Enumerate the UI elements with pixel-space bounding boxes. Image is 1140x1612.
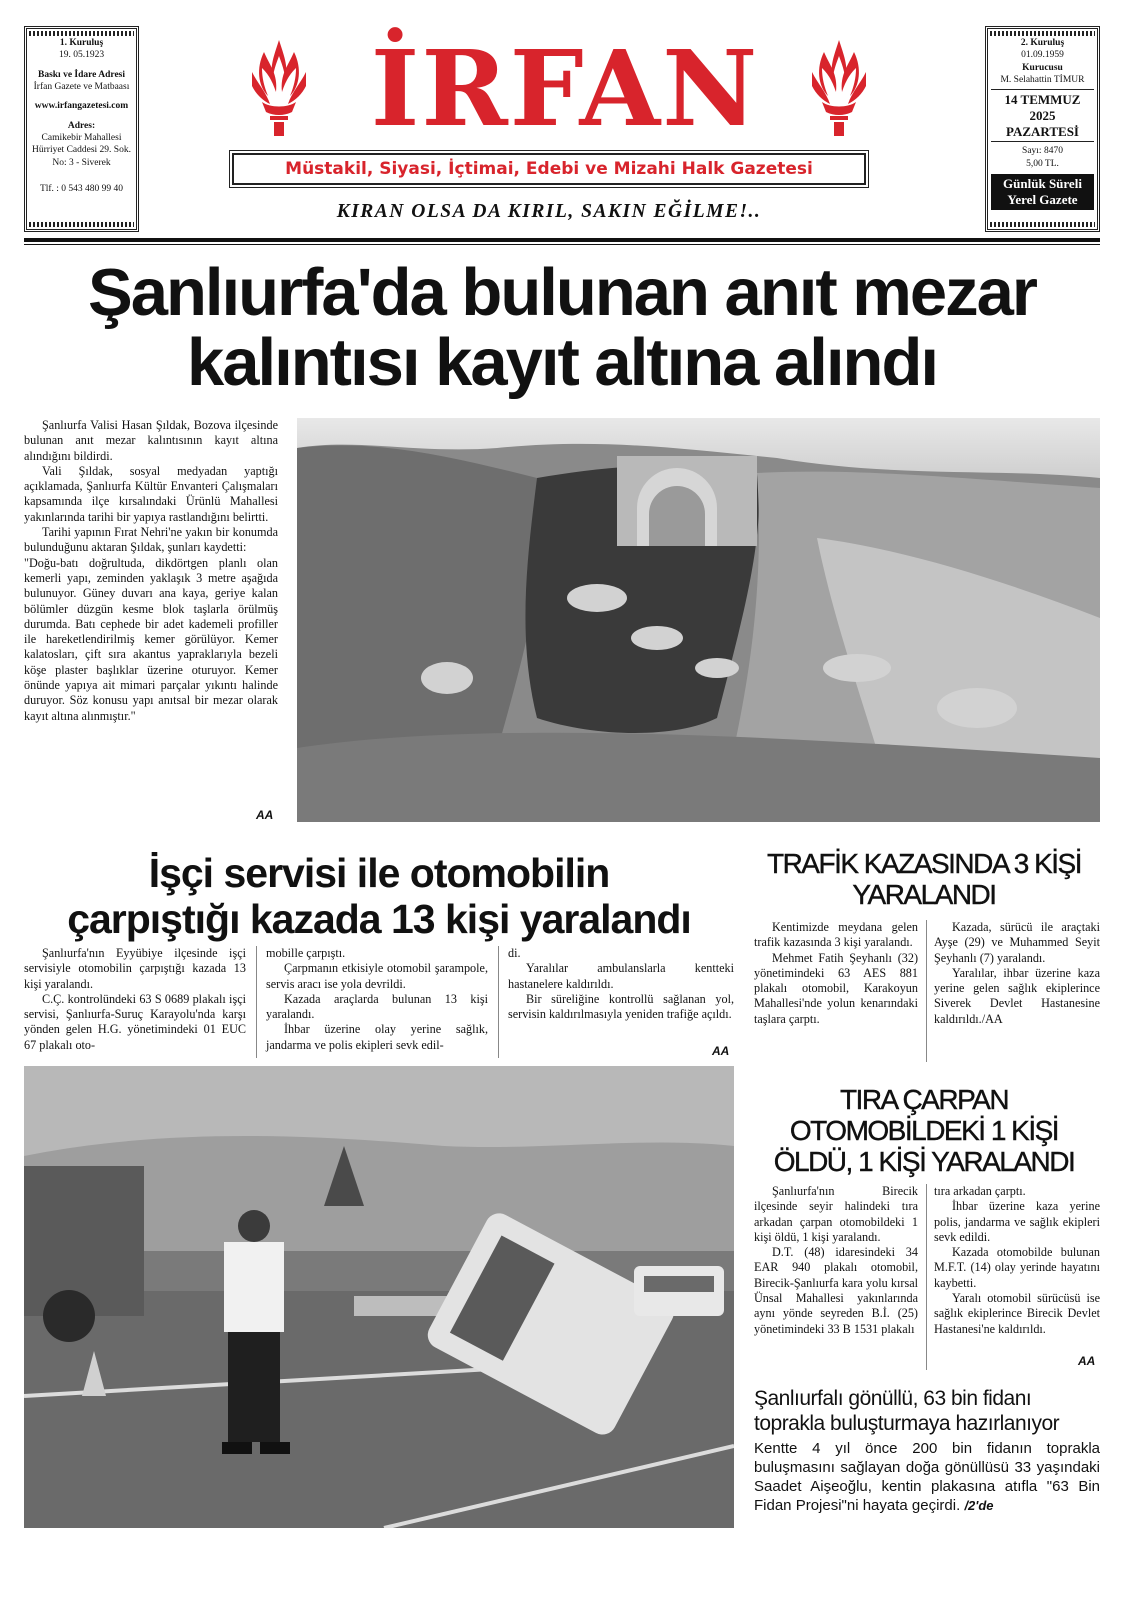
- address-label: Adres:: [67, 120, 96, 131]
- source-credit: AA: [712, 1044, 730, 1058]
- address-line: Hürriyet Caddesi 29. Sok.: [32, 145, 131, 156]
- tira-story-col-1: [754, 1184, 918, 1337]
- paragraph: mobille çarpıştı.: [266, 946, 346, 960]
- paragraph: İhbar üzerine kaza yerine polis, jandarma ve sağlık ekipleri sevk edildi.: [934, 1199, 1100, 1244]
- main-story-text: [24, 418, 278, 724]
- paragraph: Kazada otomobilde bulunan M.F.T. (14) olay yerinde hayatını kaybetti.: [934, 1245, 1100, 1290]
- founding-label: 1. Kuruluş: [59, 38, 104, 48]
- paragraph: "Doğu-batı doğrultuda, dikdörtgen planlı olan kemerli yapı, zeminden yaklaşık 3 metre aşağıda bulunuyor. Güney duvarı ana kaya, geriye kalan bölümler düzgün kesme blok taşlarla örülmüş durumda. Batı cephede bir adet kademeli profiller ile hareketlendirilmiş kemer görülüyor. Kemer kalatosları, çift sıra akantus yapraklarıyla bezeli köşe plaster başlıklar üzerine oturuyor. Kemer önünde yapıya ait mimari parçalar yıkıntı halinde duruyor. Söz konusu yapı anıtsal bir mezar olarak kayıt altına alınmıştır.": [24, 555, 278, 723]
- founding-date: 01.09.1959: [1021, 50, 1064, 61]
- paragraph: Kentimizde meydana gelen trafik kazasında 3 kişi yaralandı.: [754, 920, 918, 950]
- founder-label: Kurucusu: [1022, 62, 1063, 73]
- paragraph: C.Ç. kontrolündeki 63 S 0689 plakalı işçi servisi, Şanlıurfa-Suruç Karayolu'nda karşı yönden gelen H.G. yönetimindeki 01 EUC 67 plakalı oto-: [24, 991, 246, 1052]
- left-info-box: [24, 26, 139, 232]
- paragraph: Bir süreliğine kontrollü sağlanan yol, servisin kaldırılmasıyla yeniden trafiğe açıldı.: [508, 991, 734, 1022]
- paragraph: Vali Şıldak, sosyal medyadan yaptığı açıklamada, Şanlıurfa Kültür Envanteri Çalışmaları kapsamında ilçe kırsalındaki Ürünlü Mahallesi yakınlarında tarihi bir yapıya rastlandığını belirtti.: [24, 463, 278, 524]
- right-info-box: [985, 26, 1100, 232]
- publication-type: Günlük Süreli Yerel Gazete: [991, 174, 1094, 211]
- bus-story-col-1: [24, 946, 246, 1053]
- founder-name: M. Selahattin TİMUR: [1000, 75, 1085, 86]
- bus-accident-photo: [24, 1066, 734, 1528]
- newspaper-motto: KIRAN OLSA DA KIRIL, SAKIN EĞİLME!..: [336, 201, 762, 222]
- office-value: İrfan Gazete ve Matbaası: [33, 82, 130, 93]
- paragraph: Şanlıurfa Valisi Hasan Şıldak, Bozova ilçesinde bulunan anıt mezar kalıntısının kayıt altına alındığını bildirdi.: [24, 418, 278, 463]
- trafik-story-col-1: [754, 920, 918, 1027]
- paragraph: di.: [508, 946, 521, 960]
- fidan-story-text: [754, 1439, 1100, 1515]
- fidan-headline[interactable]: Şanlıurfalı gönüllü, 63 bin fidanı toprakla buluşturmaya hazırlanıyor: [754, 1387, 1060, 1435]
- trafik-headline[interactable]: TRAFİK KAZASINDA 3 KİŞİ YARALANDI: [766, 848, 1082, 910]
- column-divider: [498, 946, 499, 1058]
- newspaper-tagline: Müstakil, Siyasi, İçtimai, Edebi ve Mizahi Halk Gazetesi: [232, 153, 866, 185]
- torch-flame-icon: [808, 38, 870, 138]
- issue-date: 14 TEMMUZ 2025 PAZARTESİ: [991, 89, 1094, 142]
- paragraph: Kazada araçlarda bulunan 13 kişi yaralandı.: [266, 991, 488, 1022]
- main-headline[interactable]: Şanlıurfa'da bulunan anıt mezar kalıntısı kayıt altına alındı: [88, 255, 1036, 400]
- founding-date: 19. 05.1923: [58, 50, 105, 61]
- paragraph: İhbar üzerine olay yerine sağlık, jandarma ve polis ekipleri sevk edil-: [266, 1022, 488, 1052]
- column-divider: [926, 920, 927, 1062]
- source-credit: AA: [1078, 1354, 1096, 1368]
- tira-story-col-2: [934, 1184, 1100, 1337]
- continued-page-link[interactable]: /2'de: [964, 1498, 994, 1513]
- paragraph: Kentte 4 yıl önce 200 bin fidanın toprakla buluşmasını sağlayan doğa gönüllüsü 33 yaşındaki Saadet Aişeoğlu, kentin plakasına atıfla "63 Bin Fidan Projesi"ni hayata geçirdi.: [754, 1440, 1100, 1514]
- website-link[interactable]: www.irfangazetesi.com: [34, 101, 129, 112]
- tomb-ruins-photo: [297, 418, 1100, 822]
- paragraph: Çarpmanın etkisiyle otomobil şarampole, servis aracı ise yola devrildi.: [266, 961, 488, 991]
- paragraph: Mehmet Fatih Şeyhanlı (32) yönetimindeki 63 AES 881 plakalı otomobil, Karakoyun Mahallesi'nde yolun kenarındaki taşlara çarptı.: [754, 950, 918, 1026]
- torch-flame-icon: [248, 38, 310, 138]
- paragraph: Yaralılar, ihbar üzerine kaza yerine gelen sağlık ekiplerince Siverek Devlet Hastanesine kaldırıldı./AA: [934, 965, 1100, 1026]
- tira-headline[interactable]: TIRA ÇARPAN OTOMOBİLDEKİ 1 KİŞİ ÖLDÜ, 1 KİŞİ YARALANDI: [773, 1084, 1075, 1177]
- masthead-rule: [24, 244, 1100, 245]
- paragraph: D.T. (48) idaresindeki 34 EAR 940 plakalı otomobil, Birecik-Şanlıurfa kara yolu kırsal Ünsal Mahallesi yakınlarında aynı yönde seyreden B.İ. (25) yönetimindeki 33 B 1531 plakalı: [754, 1245, 918, 1336]
- paragraph: Yaralı otomobil sürücüsü ise sağlık ekiplerince Birecik Devlet Hastanesi'ne kaldırıldı.: [934, 1291, 1100, 1336]
- newspaper-logo: İRFAN: [370, 27, 760, 150]
- issue-price: 5,00 TL.: [1026, 158, 1059, 169]
- issue-number: Sayı: 8470: [1022, 146, 1063, 157]
- office-label: Baskı ve İdare Adresi: [37, 69, 125, 80]
- paragraph: Tarihi yapının Fırat Nehri'ne yakın bir konumda bulunduğunu aktaran Şıldak, şunları kaydetti:: [24, 525, 278, 555]
- trafik-story-col-2: [934, 920, 1100, 1027]
- paragraph: Şanlıurfa'nın Birecik ilçesinde seyir halindeki tıra arkadan çarpan otomobildeki 1 kişi öldü, 1 kişi yaralandı.: [754, 1184, 918, 1244]
- address-line: Camikebir Mahallesi: [41, 133, 122, 144]
- address-line: No: 3 - Siverek: [52, 157, 111, 168]
- column-divider: [926, 1184, 927, 1370]
- paragraph: tıra arkadan çarptı.: [934, 1184, 1026, 1198]
- bus-accident-headline[interactable]: İşçi servisi ile otomobilin çarpıştığı kazada 13 kişi yaralandı: [67, 850, 691, 942]
- column-divider: [256, 946, 257, 1058]
- paragraph: Kazada, sürücü ile araçtaki Ayşe (29) ve Muhammed Seyit Şeyhanlı (7) yaralandı.: [934, 920, 1100, 965]
- bus-story-col-3: [508, 946, 734, 1022]
- paragraph: Yaralılar ambulanslarla kentteki hastanelere kaldırıldı.: [508, 961, 734, 991]
- founding-label: 2. Kuruluş: [1020, 38, 1065, 48]
- bus-story-col-2: [266, 946, 488, 1053]
- source-credit: AA: [256, 808, 274, 822]
- phone-number: Tlf. : 0 543 480 99 40: [39, 184, 124, 195]
- masthead-rule: [24, 238, 1100, 242]
- paragraph: Şanlıurfa'nın Eyyübiye ilçesinde işçi servisiyle otomobilin çarpıştığı kazada 13 kişi yaralandı.: [24, 946, 246, 991]
